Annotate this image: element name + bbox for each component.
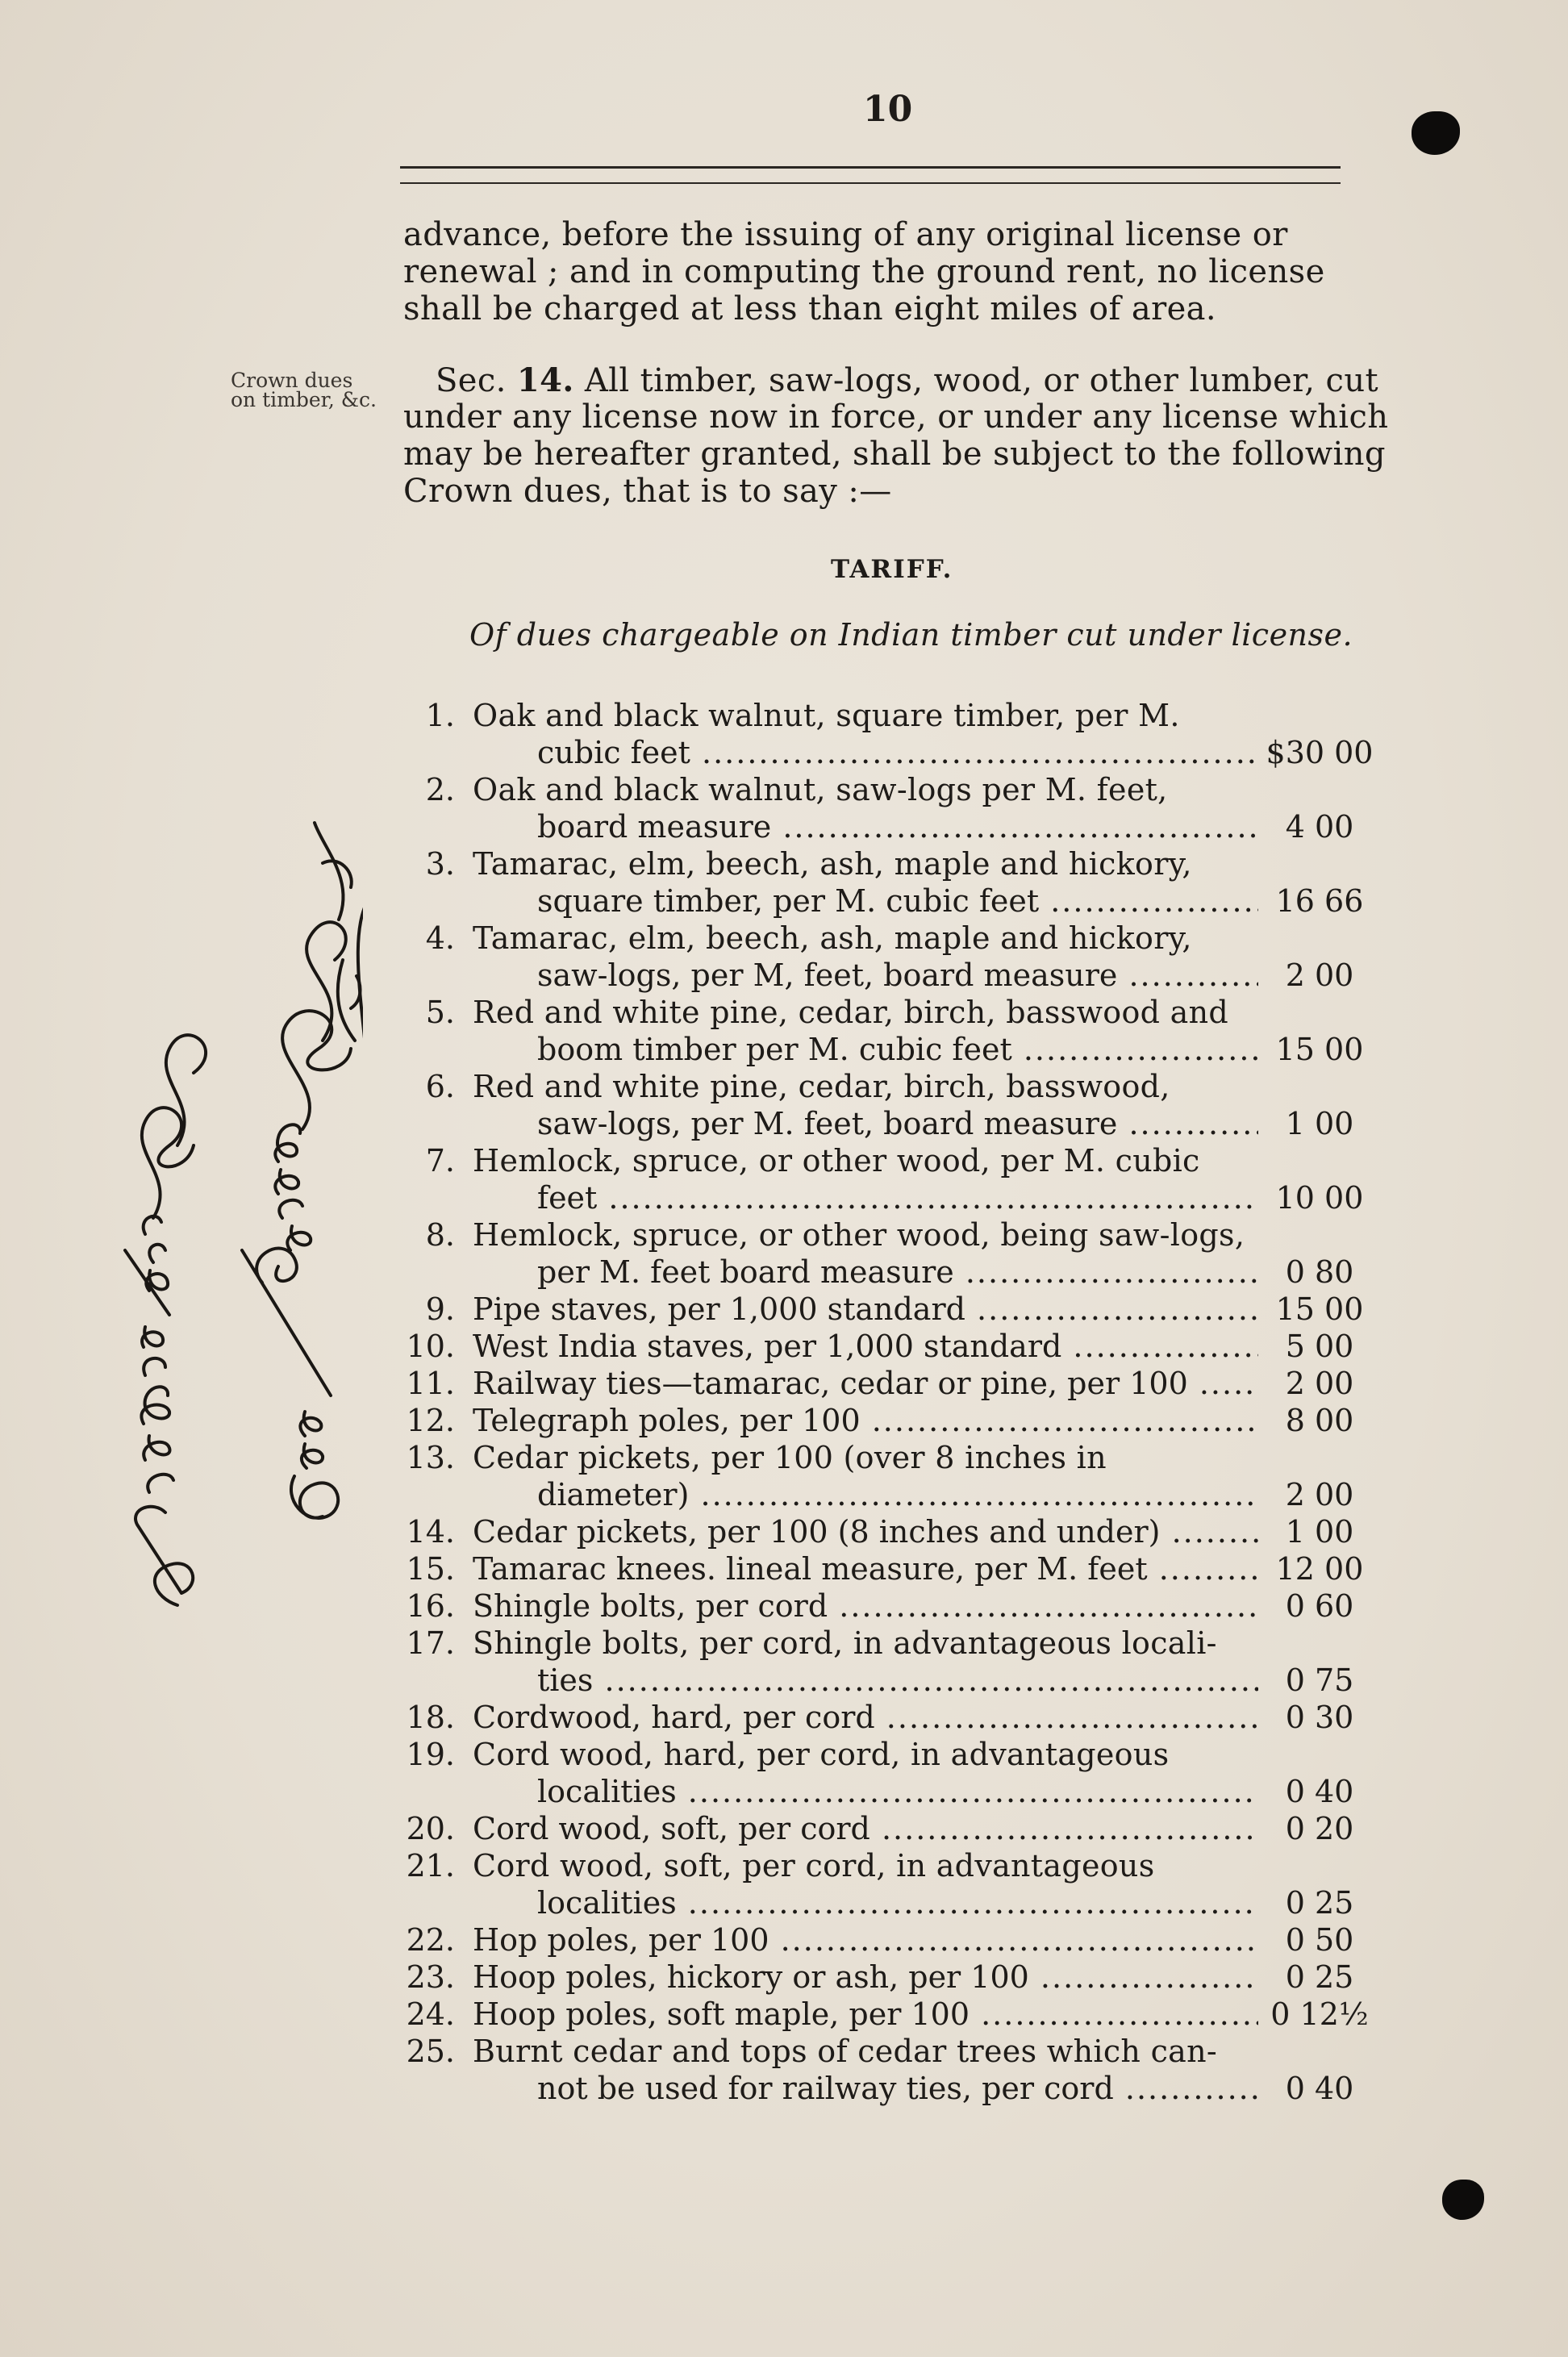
- tariff-item-number: 17.: [406, 1625, 455, 1661]
- tariff-item-price: $30 00: [1266, 735, 1374, 770]
- tariff-item-price: 0 80: [1285, 1254, 1354, 1290]
- tariff-item-text: Oak and black walnut, square timber, per M.: [473, 698, 1180, 733]
- tariff-item-number: 4.: [425, 920, 455, 956]
- tariff-item-number: 12.: [406, 1403, 455, 1438]
- tariff-item-price: 1 00: [1285, 1514, 1354, 1550]
- tariff-item-price: 0 25: [1285, 1959, 1354, 1995]
- tariff-item-number: 20.: [406, 1811, 455, 1846]
- tariff-item-text: Tamarac, elm, beech, ash, maple and hickory,: [473, 920, 1192, 956]
- tariff-item-text: Cordwood, hard, per cord .....: [473, 1700, 1258, 1735]
- header-rule: [400, 182, 1341, 184]
- tariff-item-number: 25.: [406, 2034, 455, 2069]
- tariff-item-price: 0 40: [1285, 2071, 1354, 2106]
- tariff-item-text: Hoop poles, hickory or ash, per 100 .....: [473, 1959, 1258, 1995]
- tariff-item-text: Railway ties—tamarac, cedar or pine, per 100 .....: [473, 1366, 1258, 1401]
- tariff-item-price: 16 66: [1275, 883, 1364, 919]
- section-line: may be hereafter granted, shall be subject to the following: [403, 436, 1386, 473]
- tariff-item-continuation: saw-logs, per M. feet, board measure .....: [537, 1106, 1258, 1141]
- tariff-item-text: Shingle bolts, per cord, in advantageous locali-: [473, 1625, 1217, 1661]
- tariff-item-price: 0 60: [1285, 1588, 1354, 1624]
- tariff-item-text: Telegraph poles, per 100 .....: [473, 1403, 1258, 1438]
- tariff-item-number: 22.: [406, 1922, 455, 1958]
- tariff-item-text: Cord wood, soft, per cord .....: [473, 1811, 1258, 1846]
- tariff-item-number: 24.: [406, 1996, 455, 2032]
- tariff-item-price: 12 00: [1275, 1551, 1364, 1587]
- tariff-item-continuation: feet .....: [537, 1180, 1258, 1216]
- tariff-item-price: 2 00: [1285, 1477, 1354, 1512]
- tariff-item-number: 3.: [425, 846, 455, 882]
- tariff-item-number: 16.: [406, 1588, 455, 1624]
- tariff-item-text: Hemlock, spruce, or other wood, per M. cubic: [473, 1143, 1200, 1178]
- tariff-item-continuation: not be used for railway ties, per cord .....: [537, 2071, 1258, 2106]
- tariff-item-text: Pipe staves, per 1,000 standard .....: [473, 1291, 1258, 1327]
- section-number: 14.: [516, 361, 574, 399]
- tariff-item-number: 13.: [406, 1440, 455, 1475]
- tariff-item-price: 15 00: [1275, 1291, 1364, 1327]
- handwritten-annotation: [121, 799, 363, 1678]
- section-line: under any license now in force, or under any license which: [403, 398, 1389, 436]
- tariff-item-price: 10 00: [1275, 1180, 1364, 1216]
- tariff-item-text: Tamarac, elm, beech, ash, maple and hickory,: [473, 846, 1192, 882]
- tariff-item-number: 6.: [425, 1069, 455, 1104]
- tariff-item-price: 0 25: [1285, 1885, 1354, 1921]
- tariff-item-text: Hop poles, per 100 .....: [473, 1922, 1258, 1958]
- intro-line: renewal ; and in computing the ground rent, no license: [403, 253, 1325, 290]
- tariff-item-continuation: square timber, per M. cubic feet .....: [537, 883, 1258, 919]
- tariff-item-price: 0 50: [1285, 1922, 1354, 1958]
- section-line: Crown dues, that is to say :—: [403, 473, 892, 510]
- punch-hole: [1442, 2180, 1484, 2220]
- tariff-item-number: 23.: [406, 1959, 455, 1995]
- tariff-item-text: Burnt cedar and tops of cedar trees which can-: [473, 2034, 1218, 2069]
- tariff-item-continuation: localities .....: [537, 1885, 1258, 1921]
- punch-hole: [1412, 111, 1460, 155]
- tariff-item-number: 2.: [425, 772, 455, 807]
- page-number: 10: [863, 89, 913, 130]
- tariff-item-text: Red and white pine, cedar, birch, basswood,: [473, 1069, 1170, 1104]
- tariff-item-text: West India staves, per 1,000 standard .....: [473, 1329, 1258, 1364]
- tariff-item-number: 5.: [425, 995, 455, 1030]
- tariff-title: TARIFF.: [831, 555, 953, 584]
- tariff-item-continuation: ties .....: [537, 1662, 1258, 1698]
- tariff-item-number: 14.: [406, 1514, 455, 1550]
- tariff-item-text: Shingle bolts, per cord .....: [473, 1588, 1258, 1624]
- tariff-item-price: 0 40: [1285, 1774, 1354, 1809]
- tariff-item-text: Hoop poles, soft maple, per 100 .....: [473, 1996, 1258, 2032]
- tariff-item-price: 0 30: [1285, 1700, 1354, 1735]
- tariff-item-continuation: diameter) .....: [537, 1477, 1258, 1512]
- tariff-item-price: 1 00: [1285, 1106, 1354, 1141]
- tariff-item-text: Cedar pickets, per 100 (8 inches and under) .....: [473, 1514, 1258, 1550]
- tariff-subtitle: Of dues chargeable on Indian timber cut under license.: [469, 617, 1353, 653]
- tariff-item-price: 5 00: [1285, 1329, 1354, 1364]
- tariff-item-price: 4 00: [1285, 809, 1354, 845]
- tariff-item-number: 19.: [406, 1737, 455, 1772]
- tariff-item-continuation: board measure .....: [537, 809, 1258, 845]
- tariff-item-continuation: localities .....: [537, 1774, 1258, 1809]
- tariff-item-text: Tamarac knees. lineal measure, per M. feet .....: [473, 1551, 1258, 1587]
- tariff-item-price: 0 12½: [1270, 1996, 1369, 2032]
- tariff-item-number: 8.: [425, 1217, 455, 1253]
- margin-note: Crown dues: [231, 369, 353, 392]
- tariff-item-number: 15.: [406, 1551, 455, 1587]
- tariff-item-text: Cord wood, soft, per cord, in advantageous: [473, 1848, 1155, 1884]
- intro-line: shall be charged at less than eight miles of area.: [403, 290, 1217, 327]
- tariff-item-price: 0 75: [1285, 1662, 1354, 1698]
- tariff-item-text: Cord wood, hard, per cord, in advantageous: [473, 1737, 1170, 1772]
- tariff-item-text: Oak and black walnut, saw-logs per M. feet,: [473, 772, 1168, 807]
- tariff-item-number: 10.: [406, 1329, 455, 1364]
- tariff-item-text: Red and white pine, cedar, birch, basswood and: [473, 995, 1229, 1030]
- tariff-item-continuation: cubic feet .....: [537, 735, 1258, 770]
- tariff-item-number: 18.: [406, 1700, 455, 1735]
- tariff-item-number: 1.: [425, 698, 455, 733]
- section-first-line: All timber, saw-logs, wood, or other lumber, cut: [584, 362, 1378, 399]
- section-prefix: Sec.: [436, 362, 507, 399]
- tariff-item-continuation: boom timber per M. cubic feet .....: [537, 1032, 1258, 1067]
- tariff-item-number: 9.: [425, 1291, 455, 1327]
- header-rule: [400, 166, 1341, 169]
- tariff-item-price: 0 20: [1285, 1811, 1354, 1846]
- tariff-item-price: 2 00: [1285, 1366, 1354, 1401]
- tariff-item-price: 15 00: [1275, 1032, 1364, 1067]
- tariff-item-number: 7.: [425, 1143, 455, 1178]
- tariff-item-price: 2 00: [1285, 957, 1354, 993]
- tariff-item-number: 21.: [406, 1848, 455, 1884]
- section-heading: [436, 361, 1378, 399]
- tariff-item-number: 11.: [406, 1366, 455, 1401]
- intro-line: advance, before the issuing of any original license or: [403, 216, 1288, 253]
- tariff-item-text: Hemlock, spruce, or other wood, being saw-logs,: [473, 1217, 1245, 1253]
- tariff-item-text: Cedar pickets, per 100 (over 8 inches in: [473, 1440, 1107, 1475]
- tariff-item-continuation: per M. feet board measure .....: [537, 1254, 1258, 1290]
- margin-note: on timber, &c.: [231, 388, 377, 411]
- tariff-item-continuation: saw-logs, per M, feet, board measure .....: [537, 957, 1258, 993]
- tariff-item-price: 8 00: [1285, 1403, 1354, 1438]
